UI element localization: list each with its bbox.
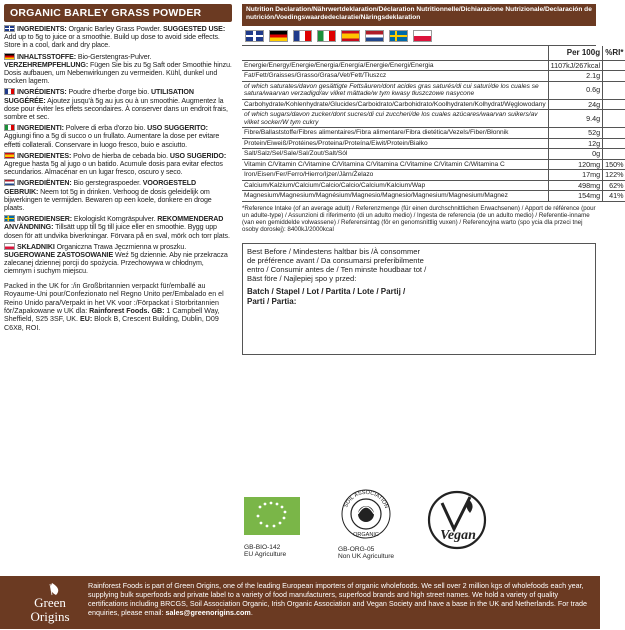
- nutrition-row: [242, 180, 625, 191]
- certifications: [242, 489, 596, 577]
- nutrient-value: 24g: [548, 99, 602, 110]
- packed-address: 1 Campbell Way, Sheffield, S25 3SF, UK.: [4, 306, 220, 324]
- vegan-text: Vegan: [440, 528, 476, 543]
- soil-association-logo-icon: [338, 487, 394, 541]
- lang-block-de: [4, 53, 232, 86]
- flag-nl-icon: [4, 179, 15, 186]
- packed-in-info: [4, 282, 232, 332]
- nutrient-ri: [603, 71, 625, 82]
- nutrient-value: 9.4g: [548, 110, 602, 128]
- nutrient-label: of which saturates/davon gesättigte Fettsäuren/dont acides gras saturés/di cui saturi/de los cuales se satura/waarvan verzadigd/av vilket mättade/w tym kwasy tłuszczowe nasycone: [242, 81, 548, 99]
- lang-heading: VERZEHREMPFEHLUNG:: [4, 60, 89, 69]
- soil-cert-code: GB-ORG-05: [338, 546, 375, 553]
- nutrition-row: [242, 159, 625, 170]
- lang-text: Bio gerstegraspoeder.: [71, 179, 143, 188]
- lang-text: Bio-Gerstengras-Pulver.: [76, 52, 152, 61]
- flag-gb-icon: [4, 25, 15, 32]
- nutrient-value: 12g: [548, 138, 602, 149]
- lang-heading: INGREDIENTI:: [17, 124, 64, 133]
- green-origins-logo-icon: [12, 581, 88, 625]
- nutrient-value: 2.1g: [548, 71, 602, 82]
- nutrient-label: Calcium/Kalzium/Calcium/Calcio/Calcio/Calcium/Kalcium/Wap: [242, 180, 548, 191]
- lang-text: Add up to 5g to juice or a smoothie. Build up dose to avoid side effects. Store in a cool, dark and dry place.: [4, 33, 220, 50]
- nutrient-ri: [603, 81, 625, 99]
- nutrient-label: Protein/Eiweiß/Protéines/Proteina/Proteína/Eiwit/Protein/Białko: [242, 138, 548, 149]
- lang-text: Agregue hasta 5g al jugo o un batido. Acumule dosis para evitar efectos secundarios. Almacénar en un lugar fresco, oscuro y seco.: [4, 160, 223, 177]
- eu-cert-label: EU Agriculture: [244, 551, 287, 559]
- nutrient-ri: [603, 99, 625, 110]
- lang-heading: USO SUGERIDO:: [169, 151, 227, 160]
- lang-text: Poudre d'herbe d'orge bio.: [66, 88, 151, 97]
- flag-pl-icon: [4, 243, 15, 250]
- lang-heading: USO SUGGERITO:: [147, 124, 208, 133]
- best-before-line: entro / Consumir antes de / Ten minste houdbaar tot /: [247, 265, 427, 275]
- lang-heading: INGRÉDIENTS:: [17, 88, 67, 97]
- nutrient-ri: 41%: [603, 191, 625, 202]
- reference-intake-note: *Reference Intake (of an average adult) / Referenzmenge (für einen durchschnittlichen Erwachsenen) / Apport de référence (pour un adulte-type) / Assunzioni di riferimento (di un adulto medio) / Ingesta de referencia (de un adulto medio) / Referentie-inname (van een gemiddelde volwassene) / Referensintag (för en genomsnittlig vuxen) / Referencyjna warto (spo ycia dla przeci tnej osoby dorosłej): 8400kJ/2000kcal: [242, 204, 596, 234]
- nutrition-head-blank: [242, 46, 548, 60]
- packed-eu-address: Block B, Crescent Building, Dublin, D09 C6X8, ROI.: [4, 315, 219, 332]
- nutrient-label: Vitamin C/Vitamin C/Vitamine C/Vitamina C/Vitamina C/Vitamine C/Vitamin C/Witamina C: [242, 159, 548, 170]
- nutrient-label: Carbohydrate/Kohlenhydrate/Glucides/Carboidrato/Carbohidrato/Koolhydraten/Kolhydrat/Węglowodany: [242, 99, 548, 110]
- lang-text: Ekologiskt Korngräspulver.: [72, 215, 158, 224]
- nutrient-ri: 150%: [603, 159, 625, 170]
- eu-organic-cert: [244, 497, 300, 559]
- lang-heading: SKŁADNIKI: [17, 242, 55, 251]
- ri-label: %RI*: [603, 46, 625, 60]
- nutrition-row: [242, 99, 625, 110]
- nutrition-row: [242, 128, 625, 139]
- vegan-society-logo-icon: [422, 489, 492, 551]
- lang-text: Organic Barley Grass Powder.: [66, 25, 164, 33]
- nutrition-row: [242, 60, 625, 71]
- lang-block-fr: [4, 88, 232, 121]
- nutrient-value: 120mg: [548, 159, 602, 170]
- nutrition-header: Nutrition Declaration/Nährwertdeklaration/Déclaration Nutritionnelle/Dichiarazione Nutrizionale/Declaración de nutrición/Voedingswaardedeclaratie/Näringsdeklaration: [242, 4, 596, 26]
- nutrition-row: [242, 138, 625, 149]
- lang-heading: UTILISATION SUGGÉRÉE:: [4, 88, 194, 105]
- nutrient-ri: 62%: [603, 180, 625, 191]
- nutrition-flag-se-icon: [389, 30, 408, 42]
- nutrition-flag-nl-icon: [365, 30, 384, 42]
- vegan-cert: [422, 489, 492, 556]
- nutrition-row: [242, 149, 625, 160]
- lang-heading: INHALTSSTOFFE:: [17, 52, 77, 61]
- lang-text: Tillsätt upp till 5g till juice eller en smoothie. Bygg upp dosen för att undvika biverkningar. Förvara på en sval, mörk och torr plats.: [4, 223, 230, 240]
- nutrition-row: [242, 71, 625, 82]
- lang-heading: INGREDIENTS:: [17, 25, 67, 33]
- logo-line-1: Green: [34, 595, 66, 610]
- lang-heading: REKOMMENDERAD ANVÄNDNING:: [4, 215, 224, 232]
- lang-heading: SUGGESTED USE:: [163, 25, 226, 33]
- lang-text: Fügen Sie bis zu 5g Saft oder Smoothie hinzu. Dosis aufbauen, um Nebenwirkungen zu vermeiden. Kühl, dunkel und trocken lagern.: [4, 60, 232, 86]
- eu-organic-leaf-icon: [244, 497, 300, 535]
- lang-text: Neem tot 5g in drinken. Verhoog de dosis geleidelijk om bijwerkingen te vermijden. Bewaren op een koele, donkere en droge plaats.: [4, 187, 212, 213]
- nutrition-column: [242, 4, 624, 561]
- nutrient-label: of which sugars/davon zucker/dont sucres/di cui zuccheri/de los cuales azúcares/waarvan suikers/av vilket socker/W tym cukry: [242, 110, 548, 128]
- nutrient-label: Salt/Salz/Sel/Sale/Sal/Zout/Salt/Sól: [242, 149, 548, 160]
- lang-heading: INGREDIËNTEN:: [17, 179, 72, 188]
- packed-company: Rainforest Foods. GB:: [89, 306, 165, 315]
- nutrient-ri: [603, 149, 625, 160]
- nutrient-value: 154mg: [548, 191, 602, 202]
- soil-ring-text: SOIL ASSOCIATION: [343, 489, 390, 510]
- best-before-line: Best Before / Mindestens haltbar bis /À consommer: [247, 247, 421, 257]
- best-before-line: de préférence avant / Da consumarsi preferibilmente: [247, 256, 424, 266]
- lang-text: Polvere di erba d'orzo bio.: [63, 124, 148, 133]
- nutrient-ri: [603, 110, 625, 128]
- flag-se-icon: [4, 215, 15, 222]
- nutrition-flag-es-icon: [341, 30, 360, 42]
- nutrient-label: Fat/Fett/Graisses/Grasso/Grasa/Vet/Fett/Tłuszcz: [242, 71, 548, 82]
- green-origins-logo: [12, 581, 88, 625]
- best-before-lines: [247, 247, 591, 283]
- ingredients-column: [4, 4, 232, 570]
- batch-line: Batch / Stapel / Lot / Partita / Lote / Partij /: [247, 287, 406, 297]
- nutrition-flag-gb-icon: [245, 30, 264, 42]
- lang-block-gb: [4, 25, 232, 50]
- lang-heading: INGREDIENSER:: [17, 215, 73, 224]
- footer-body: Rainforest Foods is part of Green Origins, one of the leading European importers of organic wholefoods. We sell over 2 million kgs of wholefoods each year, supplying bulk superfoods and private label to a variety of food manufacturers, superfood brands and high street names. We hold a variety of quality certifications including BRCGS, Soil Association Organic, Irish Organic Association and Vegan Society and have a base in the UK and Netherlands. For trade enquiries, please email:: [88, 581, 588, 617]
- footer-banner: [0, 576, 600, 629]
- flag-it-icon: [4, 124, 15, 131]
- lang-text: Organiczna Trawa Jęczmienna w proszku.: [54, 242, 187, 251]
- best-before-line: Bäst före / Najlepiej spo y przed:: [247, 274, 357, 284]
- per-100g-label: Per 100g: [548, 46, 602, 60]
- lang-heading: VOORGESTELD GEBRUIK:: [4, 179, 197, 196]
- footer-end: .: [250, 608, 253, 617]
- packed-eu-label: EU:: [79, 315, 93, 324]
- nutrient-value: 17mg: [548, 170, 602, 181]
- language-blocks: [4, 25, 232, 276]
- batch-line: Parti / Partia:: [247, 297, 297, 307]
- flag-de-icon: [4, 53, 15, 60]
- nutrient-value: 1107kJ/267kcal: [548, 60, 602, 71]
- soil-center-text: ORGANIC: [353, 532, 379, 538]
- nutrition-flags-row: [242, 26, 596, 46]
- packed-text: Packed in the UK for :/in Großbritannien verpackt für/emballé au Royaume-Uni pour/Confezionato nel Regno Unito per/Embalado en el Reino Unido para/Verpakt in het VK voor :/Förpackat i Storbritannien för/Zapakowane w UK dla:: [4, 281, 224, 315]
- lang-text: Ajoutez jusqu'à 5g au jus ou à un smoothie. Augmentez la dose pour éviter les effets secondaires. À conserver dans un endroit frais, sombre et sec.: [4, 96, 228, 122]
- lang-text: Aggiungi fino a 5g di succo o un frullato. Aumentare la dose per evitare effetti collaterali. Conservare in luogo fresco, buio e asciutto.: [4, 132, 220, 149]
- nutrient-value: 52g: [548, 128, 602, 139]
- eu-cert-code: GB-BIO-142: [244, 544, 281, 551]
- lang-block-se: [4, 215, 232, 240]
- nutrition-row: [242, 110, 625, 128]
- nutrient-ri: [603, 128, 625, 139]
- footer-email-link[interactable]: sales@greenorigins.com: [165, 608, 251, 617]
- lang-heading: SUGEROWANE ZASTOSOWANIE: [4, 251, 114, 260]
- nutrient-ri: 122%: [603, 170, 625, 181]
- nutrient-ri: [603, 60, 625, 71]
- soil-association-cert: [338, 487, 394, 561]
- nutrition-row: [242, 170, 625, 181]
- nutrition-flag-fr-icon: [293, 30, 312, 42]
- lang-block-es: [4, 152, 232, 177]
- nutrition-flag-de-icon: [269, 30, 288, 42]
- best-before-box: [242, 243, 596, 355]
- nutrient-label: Energie/Energy/Energie/Energia/Energía/Energie/Energi/Energia: [242, 60, 548, 71]
- nutrition-flag-pl-icon: [413, 30, 432, 42]
- nutrient-value: 0.6g: [548, 81, 602, 99]
- lang-heading: INGREDIENTES:: [17, 151, 72, 160]
- nutrition-row: [242, 81, 625, 99]
- soil-cert-label: Non UK Agriculture: [338, 553, 395, 561]
- nutrition-flag-it-icon: [317, 30, 336, 42]
- logo-line-2: Origins: [30, 609, 70, 624]
- nutrition-row: [242, 191, 625, 202]
- nutrient-value: 498mg: [548, 180, 602, 191]
- flag-es-icon: [4, 152, 15, 159]
- product-title: ORGANIC BARLEY GRASS POWDER: [4, 4, 232, 22]
- lang-block-pl: [4, 243, 232, 276]
- nutrient-label: Fibre/Ballaststoffe/Fibres alimentaires/Fibra alimentare/Fibra dietética/Vezels/Fiber/Błonnik: [242, 128, 548, 139]
- lang-block-it: [4, 124, 232, 149]
- lang-text: Weź 5g dziennie. Aby nie przekracza zalecanej dziennej porcji do spożycia. Przechowywa w chłodnym, ciemnym i suchym miejscu.: [4, 251, 228, 276]
- lang-block-nl: [4, 179, 232, 212]
- footer-text: [88, 581, 596, 617]
- nutrient-label: Iron/Eisen/Fer/Ferro/Hierro/Ijzer/Järn/Żelazo: [242, 170, 548, 181]
- nutrient-label: Magnesium/Magnesium/Magnésium/Magnesio/Magnesio/Magnesium/Magnesium/Magnez: [242, 191, 548, 202]
- lang-text: Polvo de hierba de cebada bio.: [71, 151, 170, 160]
- nutrient-ri: [603, 138, 625, 149]
- nutrition-table-head: [242, 46, 625, 60]
- batch-lines: [247, 287, 591, 307]
- nutrition-table: [242, 46, 625, 202]
- nutrient-value: 0g: [548, 149, 602, 160]
- flag-fr-icon: [4, 88, 15, 95]
